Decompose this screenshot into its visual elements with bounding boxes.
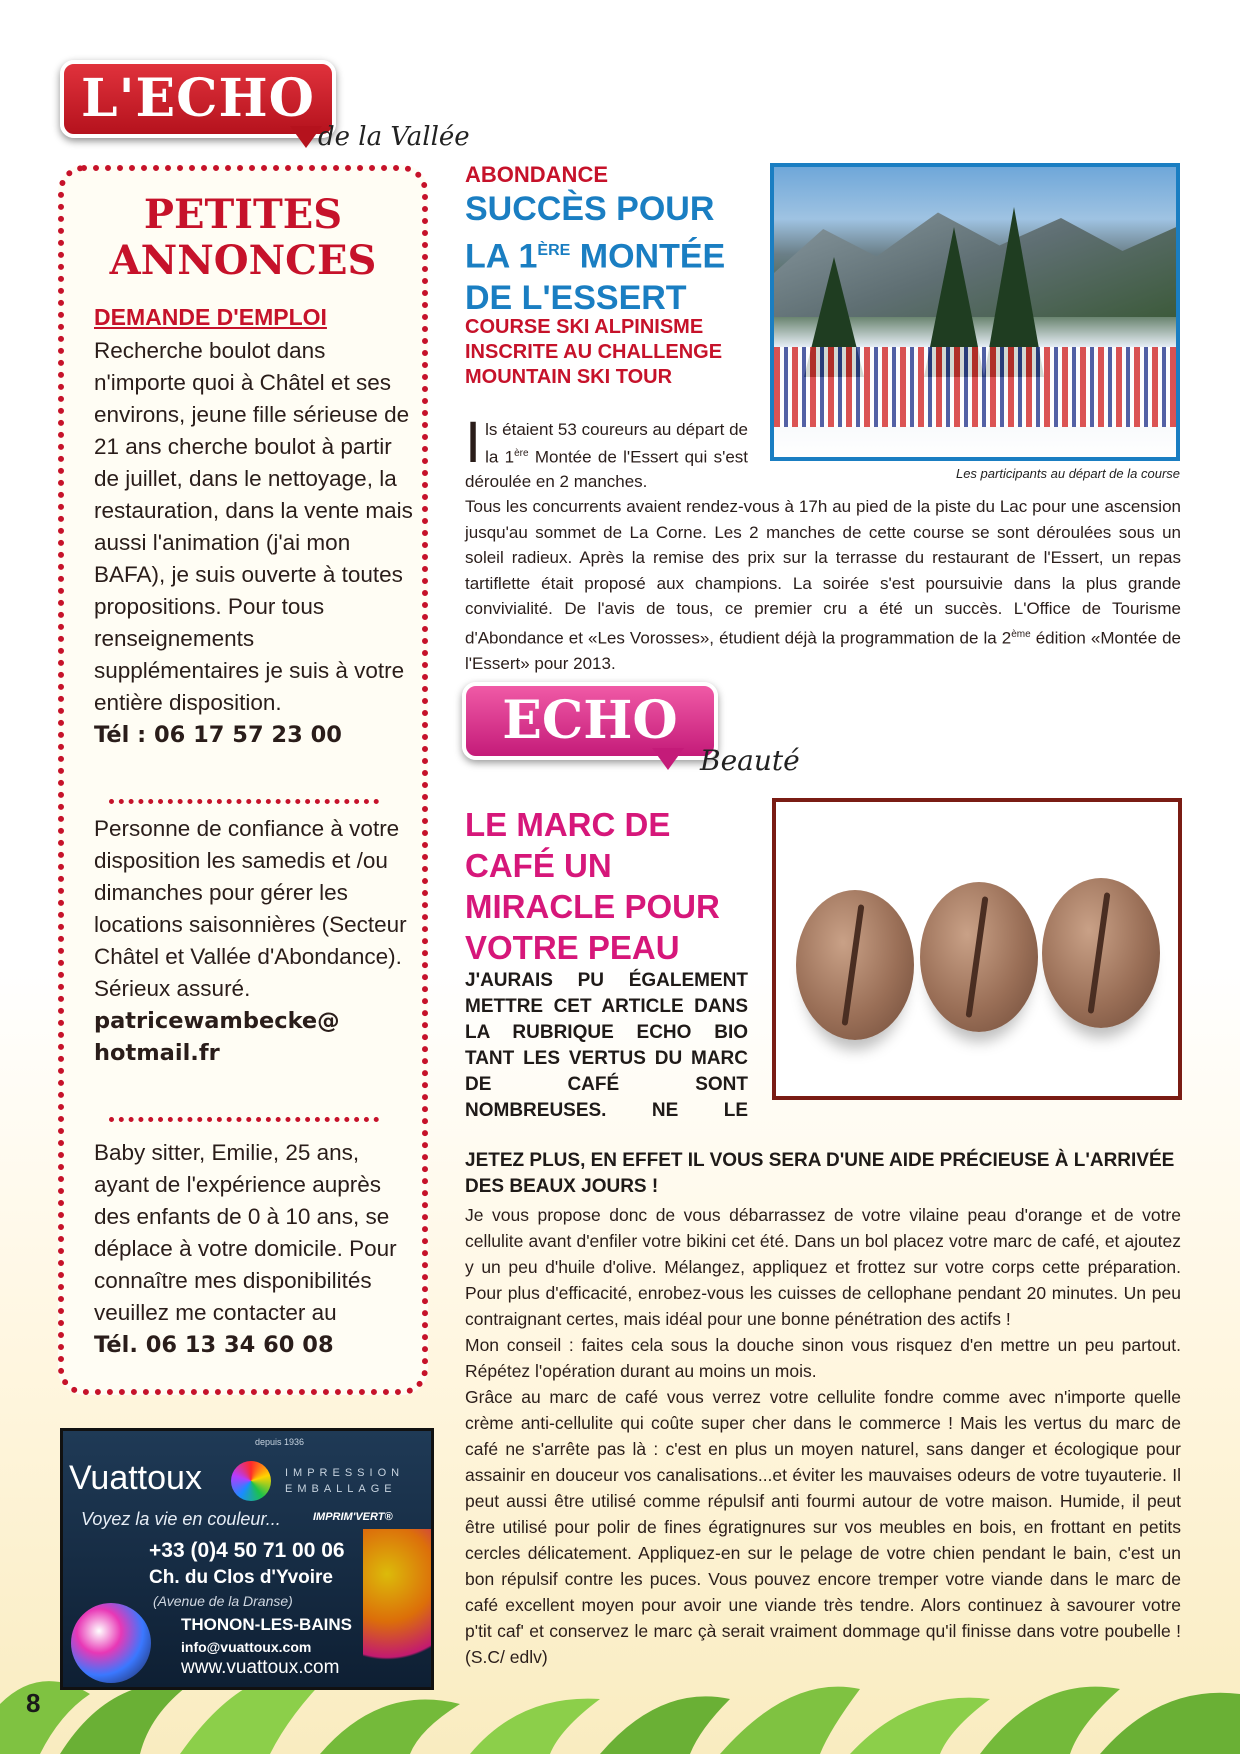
photo1-caption: Les participants au départ de la course (955, 466, 1180, 481)
advert-street: Ch. du Clos d'Yvoire (149, 1567, 333, 1588)
article1-title-sup: ÈRE (537, 242, 571, 259)
advert-email: info@vuattoux.com (181, 1639, 312, 1655)
advert-slogan: Voyez la vie en couleur... (81, 1509, 281, 1529)
classifieds-section-heading: DEMANDE D'EMPLOI (94, 304, 327, 330)
classified-ad-3-text: Baby sitter, Emilie, 25 ans, ayant de l'expérience auprès des enfants de 0 à 10 ans, se déplace à votre domicile. Pour connaître mes disponibilités veuillez me contacter au (94, 1140, 397, 1325)
echo-subtitle: de la Vallée (318, 122, 470, 152)
article1-lead-sup: ère (514, 448, 529, 459)
classified-ad-2-email: patricewambecke@ hotmail.fr (94, 1008, 340, 1066)
article2-intro-continued: JETEZ PLUS, EN EFFET IL VOUS SERA D'UNE AIDE PRÉCIEUSE À L'ARRIVÉE DES BEAUX JOURS ! (465, 1150, 1175, 1197)
article1-body-a: Tous les concurrents avaient rendez-vous à 17h au pied de la piste du Lac pour une ascension jusqu'au sommet de La Corne. Les 2 manches de cette course se sont déroulées sous un soleil radieux. Après la remise des prix sur la terrasse du restaurant de l'Essert, un repas tartiflette était proposé aux champions. La soirée s'est poursuivie dans la plus grande convivialité. De l'avis de tous, ce premier cru a été un succès. L'Office de Tourisme d'Abondance et «Les Vorosses», étudient déjà la programmation de la 2 (465, 497, 1181, 648)
article1-body (465, 494, 1181, 676)
coffee-bean (1042, 878, 1160, 1028)
article2-paragraph-2: Mon conseil : faites cela sous la douche sinon vous risquez d'en mettre un peu partout. Répétez l'opération durant au moins un mois. (465, 1335, 1181, 1381)
beaute-badge-tail (652, 748, 684, 770)
classified-ad-1-text: Recherche boulot dans n'importe quoi à Châtel et ses environs, jeune fille sérieuse de 21 ans cherche boulot à partir de juillet, dans le nettoyage, la restauration, dans la vente mais aussi l'animation (j'ai mon BAFA), je suis ouverte à toutes propositions. Pour tous renseignements supplémentaires je suis à votre entière disposition. (94, 338, 413, 715)
article1-lead-a: ls étaient 53 coureurs au départ de la 1 (485, 420, 748, 467)
classifieds-box (58, 165, 428, 1395)
article1-dropcap: I (465, 410, 482, 475)
vuattoux-advert (60, 1428, 434, 1690)
beaute-brand: ECHO (502, 690, 678, 751)
beaute-subtitle: Beauté (700, 744, 800, 777)
ski-race-photo (770, 163, 1180, 461)
article1-lead-b: Montée de l'Essert qui s'est déroulée en 2 manches. (465, 447, 748, 491)
article2-paragraph-1: Je vous propose donc de vous débarrassez de votre vilaine peau d'orange et de votre cellulite avant d'enfiler votre bikini cet été. Dans un bol placez votre marc de café, et ajoutez y un peu d'huile d'olive. Mélangez, appliquez et frottez sur votre corps cette préparation. Pour plus d'efficacité, enrobez-vous les cuisses de cellophane pendant 20 minutes. Un peu contraignant certes, mais idéal pour une bonne pénétration des actifs ! (465, 1205, 1181, 1329)
disco-ball-icon (71, 1603, 151, 1683)
advert-street-note: (Avenue de la Dranse) (153, 1593, 293, 1609)
dotted-separator (109, 1117, 379, 1122)
advert-tagline-1: IMPRESSION (285, 1467, 405, 1479)
article2-paragraph-3: Grâce au marc de café vous verrez votre cellulite fondre comme avec n'importe quelle crème anti-cellulite qui coûte super cher dans le commerce ! Mais les vertus du marc de café ne s'arrête pas là : c'est en plus un moyen naturel, sans danger et écologique pour assainir en douceur vos canalisations...et éviter les mauvaises odeurs de votre tuyauterie. Il peut aussi être utilisé comme répulsif anti fourmi autour de votre maison. Humide, il peut être utilisé pour polir de fines égratignures sur vos meubles en bois, en frottant en petits cercles délicatement. Appliquez-en sur le pelage de votre chien pendant le bain, c'est un bon répulsif contre les puces. Vous pouvez encore tremper votre viande dans le marc de café excellent moyen pour avoir une viande très tendre. Alors continuez à savourer votre p'tit caf' et conservez le marc çà serait vraiment dommage qu'il finisse dans votre poubelle ! (S.C/ edlv) (465, 1387, 1181, 1667)
color-swirl-icon (363, 1529, 434, 1679)
advert-website: www.vuattoux.com (181, 1657, 340, 1678)
echo-beaute-logo (462, 682, 842, 782)
classified-ad-2 (94, 813, 414, 1069)
coffee-bean (920, 882, 1038, 1032)
article1-kicker: ABONDANCE (465, 162, 608, 187)
classified-ad-1 (94, 335, 414, 751)
advert-tagline-2: EMBALLAGE (285, 1483, 397, 1495)
classified-ad-2-text: Personne de confiance à votre disposition les samedis et /ou dimanches pour gérer les locations saisonnières (Secteur Châtel et Vallée d'Abondance). Sérieux assuré. (94, 816, 407, 1001)
coffee-bean (796, 890, 914, 1040)
classified-ad-1-phone: Tél : 06 17 57 23 00 (94, 722, 342, 748)
color-wheel-icon (231, 1461, 271, 1501)
article1-title-a: SUCCÈS POUR LA 1 (465, 190, 715, 276)
article1-body-sup: ème (1011, 628, 1031, 640)
advert-brand: Vuattoux (69, 1459, 202, 1497)
classified-ad-3 (94, 1137, 414, 1361)
classifieds-title-line1: PETITES (143, 191, 343, 238)
masthead-logo (60, 60, 500, 160)
advert-phone: +33 (0)4 50 71 00 06 (149, 1539, 345, 1562)
page-number: 8 (26, 1688, 41, 1718)
imprim-vert-label: IMPRIM'VERT® (313, 1511, 393, 1523)
article2-body (465, 1202, 1181, 1670)
advert-since: depuis 1936 (255, 1437, 305, 1447)
article1-body-b: édition «Montée de l'Essert» pour 2013. (465, 628, 1181, 673)
article2-intro: J'AURAIS PU ÉGALEMENT METTRE CET ARTICLE DANS LA RUBRIQUE ECHO BIO TANT LES VERTUS DU MARC DE CAFÉ SONT NOMBREUSES. NE LE (465, 970, 748, 1121)
dotted-separator (109, 799, 379, 804)
classifieds-title-line2: ANNONCES (109, 237, 377, 284)
article1-title-b: MONTÉE DE L'ESSERT (465, 237, 726, 318)
skiers-crowd (774, 347, 1180, 427)
article1-title (465, 188, 765, 319)
article1-subtitle: COURSE SKI ALPINISME INSCRITE AU CHALLENGE MOUNTAIN SKI TOUR (465, 316, 723, 388)
advert-city: THONON-LES-BAINS (181, 1615, 352, 1634)
coffee-beans-photo (772, 798, 1182, 1100)
article1-lead (465, 410, 748, 494)
classified-ad-3-phone: Tél. 06 13 34 60 08 (94, 1332, 334, 1358)
article2-title: LE MARC DE CAFÉ UN MIRACLE POUR VOTRE PEAU (465, 806, 720, 966)
echo-brand: L'ECHO (81, 68, 315, 129)
